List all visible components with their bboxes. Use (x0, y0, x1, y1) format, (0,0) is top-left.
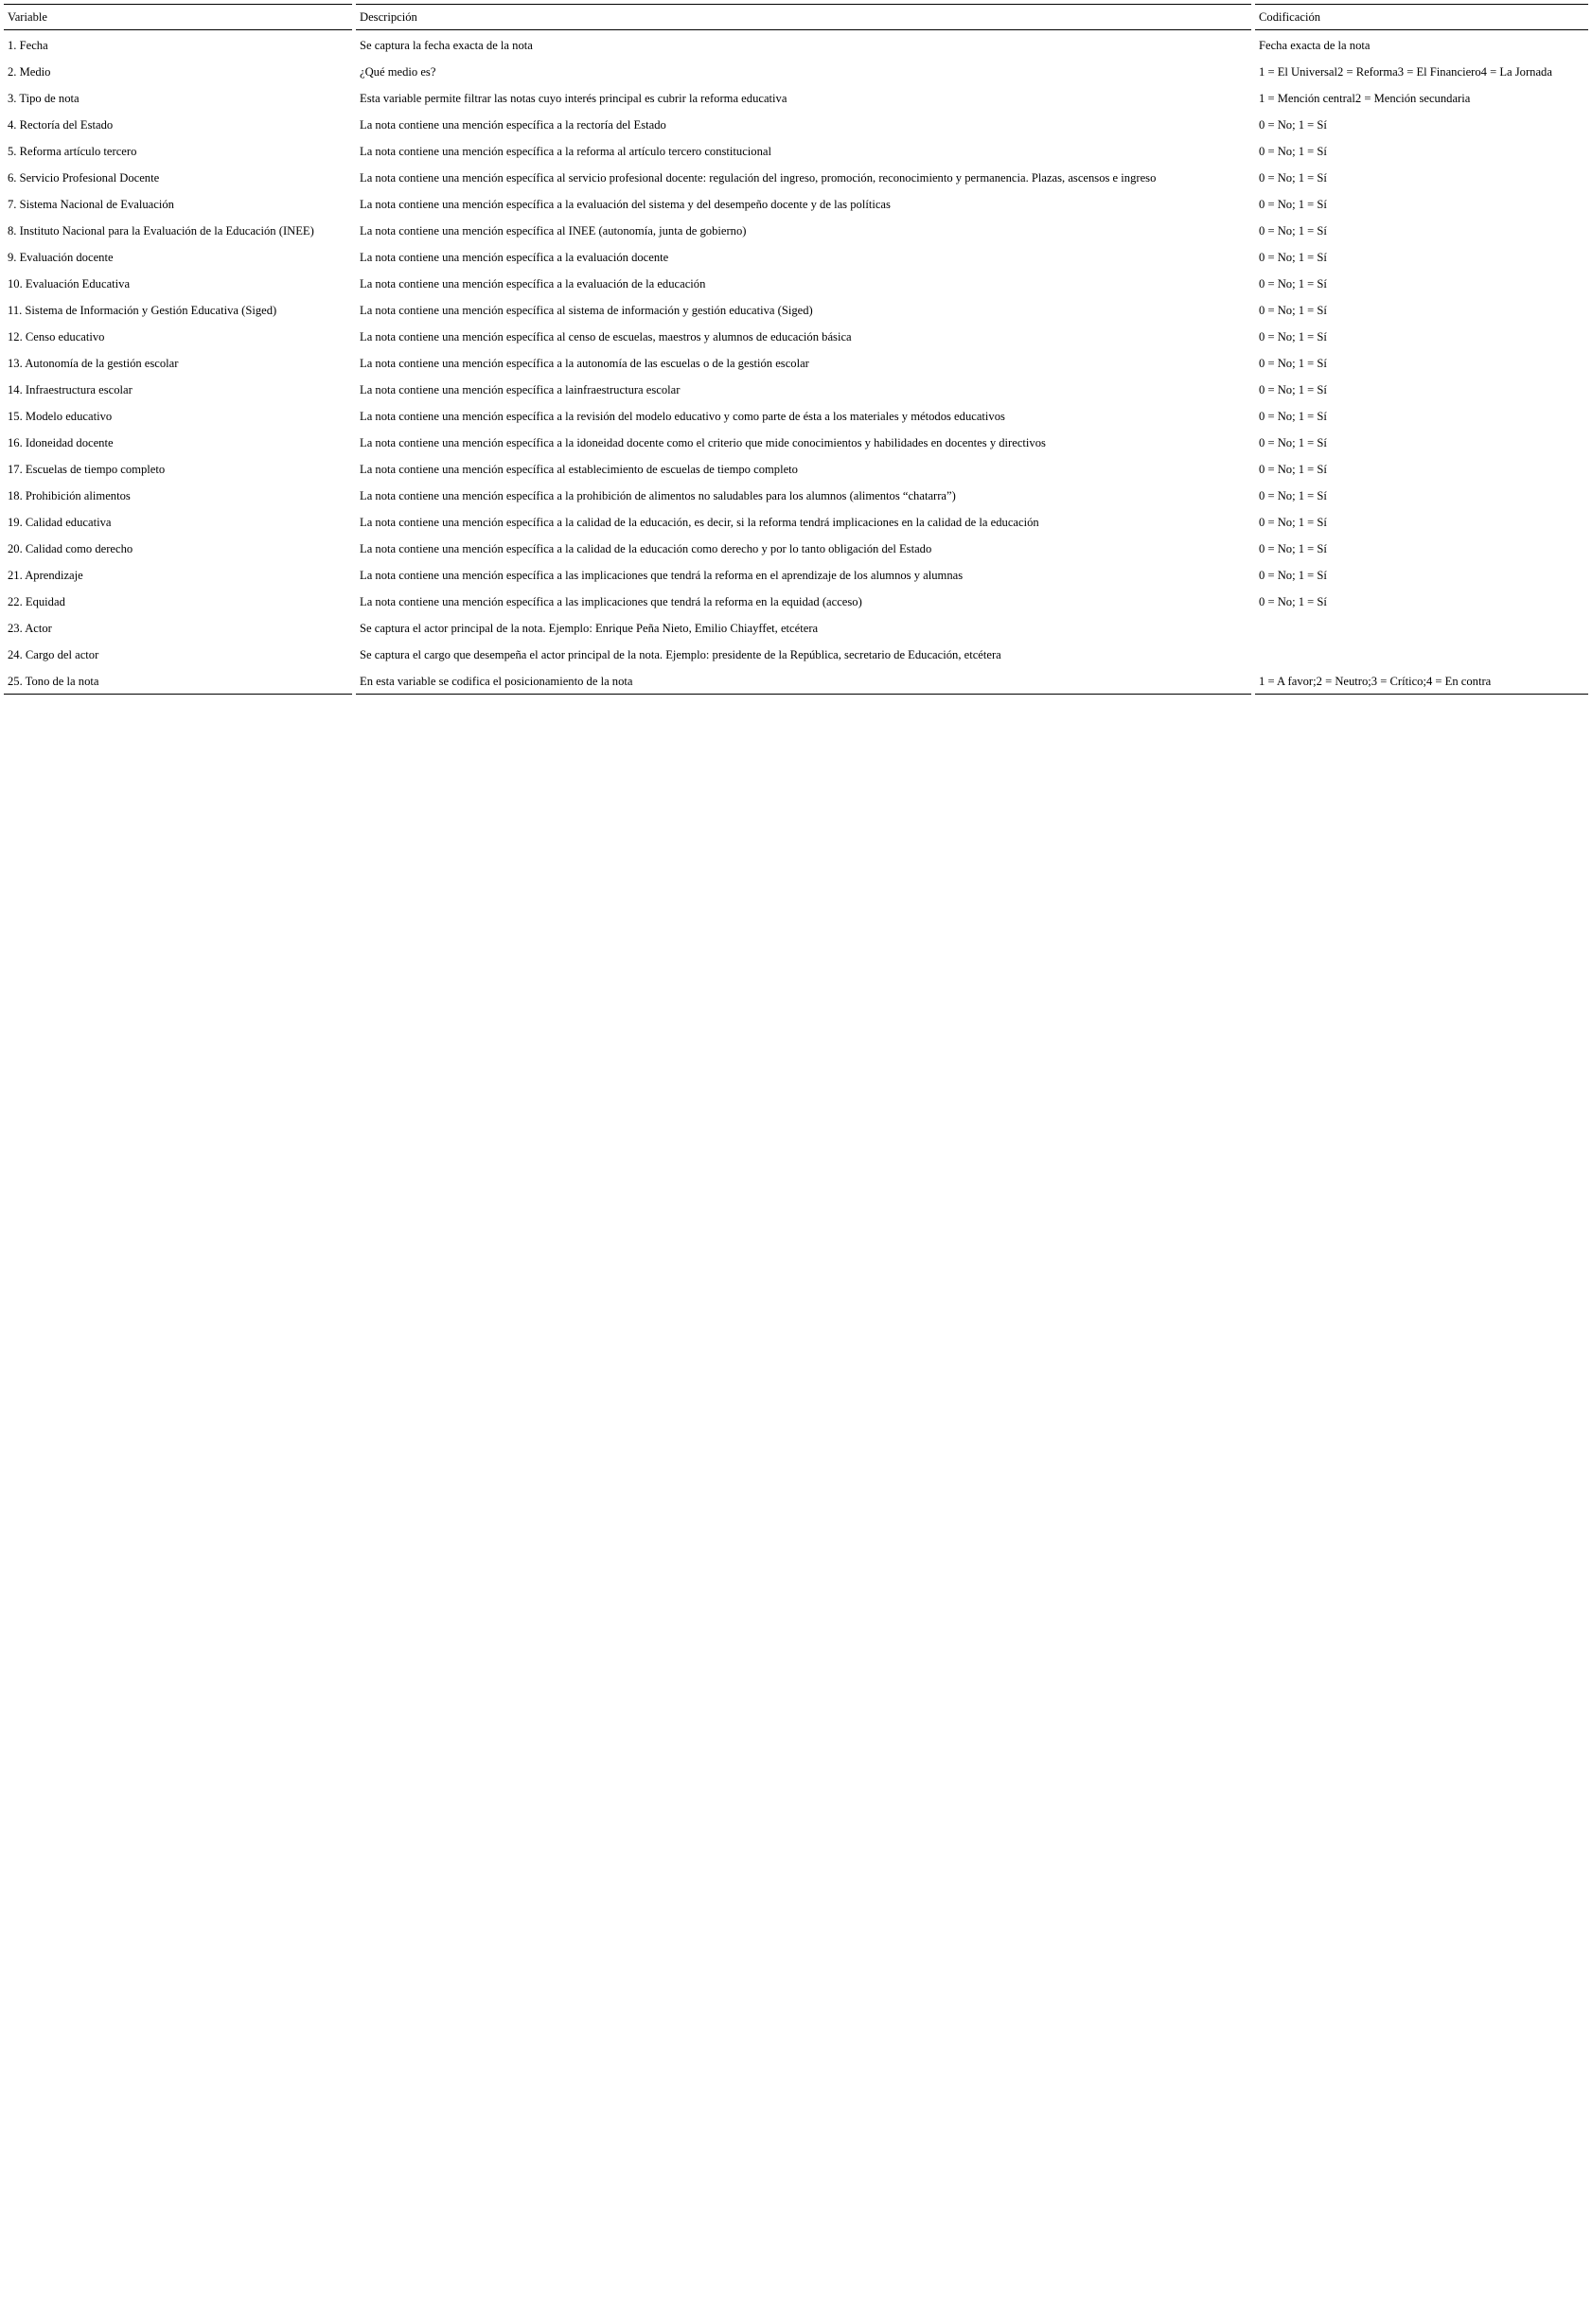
cell-description: La nota contiene una mención específica a la evaluación docente (360, 251, 669, 264)
table-row (4, 297, 1588, 324)
cell-variable: 7. Sistema Nacional de Evaluación (8, 198, 174, 211)
cell-coding: 0 = No; 1 = Sí (1259, 118, 1327, 132)
table-row (4, 509, 1588, 536)
cell-description: La nota contiene una mención específica a la evaluación del sistema y del desempeño docente y de las políticas (360, 198, 891, 211)
cell-coding: 0 = No; 1 = Sí (1259, 542, 1327, 555)
table-row (4, 483, 1588, 509)
cell-variable: 3. Tipo de nota (8, 92, 80, 105)
cell-description: ¿Qué medio es? (360, 65, 436, 79)
cell-coding: 0 = No; 1 = Sí (1259, 383, 1327, 396)
cell-coding: 0 = No; 1 = Sí (1259, 171, 1327, 185)
cell-description: Se captura el cargo que desempeña el actor principal de la nota. Ejemplo: presidente de la República, secretario de Educación, etcétera (360, 648, 1001, 661)
cell-description: En esta variable se codifica el posicionamiento de la nota (356, 668, 1251, 695)
cell-coding (1255, 642, 1588, 668)
table-row (4, 165, 1588, 191)
cell-coding: 0 = No; 1 = Sí (1259, 436, 1327, 449)
table-row (4, 324, 1588, 350)
cell-variable: 16. Idoneidad docente (8, 436, 114, 449)
cell-coding: 0 = No; 1 = Sí (1259, 489, 1327, 502)
cell-variable: 5. Reforma artículo tercero (8, 145, 137, 158)
cell-coding: 0 = No; 1 = Sí (1259, 224, 1327, 238)
cell-description: La nota contiene una mención específica a lainfraestructura escolar (360, 383, 681, 396)
cell-variable: 4. Rectoría del Estado (8, 118, 114, 132)
table-row (4, 85, 1588, 112)
cell-coding: Fecha exacta de la nota (1259, 39, 1371, 52)
table-row (4, 244, 1588, 271)
cell-description: La nota contiene una mención específica a la calidad de la educación como derecho y por lo tanto obligación del Estado (360, 542, 932, 555)
cell-description: La nota contiene una mención específica a la rectoría del Estado (360, 118, 666, 132)
cell-variable: 24. Cargo del actor (8, 648, 99, 661)
table-row (4, 668, 1588, 695)
table-row (4, 350, 1588, 377)
cell-variable: 9. Evaluación docente (8, 251, 114, 264)
cell-description: La nota contiene una mención específica a la idoneidad docente como el criterio que mide conocimientos y habilidades en docentes y directivos (360, 436, 1046, 449)
cell-coding: 0 = No; 1 = Sí (1259, 569, 1327, 582)
cell-variable: 13. Autonomía de la gestión escolar (8, 357, 179, 370)
table-row (4, 430, 1588, 456)
cell-description: Esta variable permite filtrar las notas cuyo interés principal es cubrir la reforma educativa (360, 92, 787, 105)
cell-variable: 11. Sistema de Información y Gestión Educativa (Siged) (8, 304, 277, 317)
cell-variable: 14. Infraestructura escolar (8, 383, 133, 396)
table-row (4, 59, 1588, 85)
cell-variable: 21. Aprendizaje (8, 569, 83, 582)
table-row (4, 615, 1588, 642)
cell-coding: 0 = No; 1 = Sí (1259, 330, 1327, 343)
cell-description: La nota contiene una mención específica al servicio profesional docente: regulación del ingreso, promoción, reconocimiento y permanencia. Plazas, ascensos e ingreso (360, 171, 1157, 185)
cell-coding: 0 = No; 1 = Sí (1259, 595, 1327, 608)
cell-description: Se captura la fecha exacta de la nota (360, 39, 533, 52)
cell-description: La nota contiene una mención específica al INEE (autonomía, junta de gobierno) (360, 224, 747, 238)
cell-coding: 0 = No; 1 = Sí (1259, 251, 1327, 264)
table-row (4, 271, 1588, 297)
cell-description: La nota contiene una mención específica a la revisión del modelo educativo y como parte de ésta a los materiales y métodos educativos (360, 410, 1005, 423)
cell-variable: 22. Equidad (8, 595, 65, 608)
cell-variable: 2. Medio (8, 65, 51, 79)
table-row (4, 30, 1588, 59)
cell-variable: 1. Fecha (8, 39, 48, 52)
cell-coding (1255, 615, 1588, 642)
cell-coding: 0 = No; 1 = Sí (1259, 516, 1327, 529)
header-description: Descripción (356, 4, 1251, 30)
cell-coding: 0 = No; 1 = Sí (1259, 304, 1327, 317)
cell-description: La nota contiene una mención específica a la calidad de la educación, es decir, si la reforma tendrá implicaciones en la calidad de la educación (360, 516, 1039, 529)
cell-coding: 0 = No; 1 = Sí (1259, 277, 1327, 290)
table-row (4, 138, 1588, 165)
cell-coding: 1 = Mención central2 = Mención secundaria (1259, 92, 1471, 105)
table-row (4, 218, 1588, 244)
table-row (4, 456, 1588, 483)
table-row (4, 403, 1588, 430)
header-row (4, 4, 1588, 30)
cell-description: La nota contiene una mención específica a las implicaciones que tendrá la reforma en el aprendizaje de los alumnos y alumnas (360, 569, 964, 582)
cell-variable: 18. Prohibición alimentos (8, 489, 131, 502)
cell-coding: 1 = A favor;2 = Neutro;3 = Crítico;4 = En contra (1255, 668, 1588, 695)
cell-description: La nota contiene una mención específica a la autonomía de las escuelas o de la gestión escolar (360, 357, 809, 370)
header-coding: Codificación (1255, 4, 1588, 30)
cell-variable: 20. Calidad como derecho (8, 542, 133, 555)
table-row (4, 589, 1588, 615)
cell-coding: 0 = No; 1 = Sí (1259, 145, 1327, 158)
header-variable: Variable (4, 4, 352, 30)
cell-coding: 0 = No; 1 = Sí (1259, 198, 1327, 211)
cell-description: Se captura el actor principal de la nota. Ejemplo: Enrique Peña Nieto, Emilio Chiayffet, etcétera (360, 622, 819, 635)
cell-description: La nota contiene una mención específica a la prohibición de alimentos no saludables para los alumnos (alimentos “chatarra”) (360, 489, 956, 502)
table-row (4, 377, 1588, 403)
table-header (4, 4, 1588, 30)
cell-coding: 0 = No; 1 = Sí (1259, 463, 1327, 476)
cell-coding: 0 = No; 1 = Sí (1259, 410, 1327, 423)
cell-variable: 12. Censo educativo (8, 330, 105, 343)
cell-description: La nota contiene una mención específica al censo de escuelas, maestros y alumnos de educación básica (360, 330, 852, 343)
cell-coding: 1 = El Universal2 = Reforma3 = El Financiero4 = La Jornada (1259, 65, 1552, 79)
table-row (4, 191, 1588, 218)
cell-variable: 23. Actor (8, 622, 52, 635)
table-row (4, 562, 1588, 589)
cell-variable: 15. Modelo educativo (8, 410, 113, 423)
cell-variable: 25. Tono de la nota (4, 668, 352, 695)
table-row (4, 642, 1588, 668)
cell-variable: 17. Escuelas de tiempo completo (8, 463, 166, 476)
cell-variable: 19. Calidad educativa (8, 516, 112, 529)
cell-description: La nota contiene una mención específica al establecimiento de escuelas de tiempo completo (360, 463, 798, 476)
cell-variable: 6. Servicio Profesional Docente (8, 171, 160, 185)
cell-variable: 8. Instituto Nacional para la Evaluación de la Educación (INEE) (8, 224, 314, 238)
cell-description: La nota contiene una mención específica a la reforma al artículo tercero constitucional (360, 145, 771, 158)
cell-coding: 0 = No; 1 = Sí (1259, 357, 1327, 370)
table-row (4, 536, 1588, 562)
cell-description: La nota contiene una mención específica al sistema de información y gestión educativa (Siged) (360, 304, 813, 317)
table-row (4, 112, 1588, 138)
cell-description: La nota contiene una mención específica a la evaluación de la educación (360, 277, 706, 290)
cell-variable: 10. Evaluación Educativa (8, 277, 131, 290)
codebook-table (0, 4, 1592, 695)
cell-description: La nota contiene una mención específica a las implicaciones que tendrá la reforma en la equidad (acceso) (360, 595, 862, 608)
table-body (4, 30, 1588, 695)
